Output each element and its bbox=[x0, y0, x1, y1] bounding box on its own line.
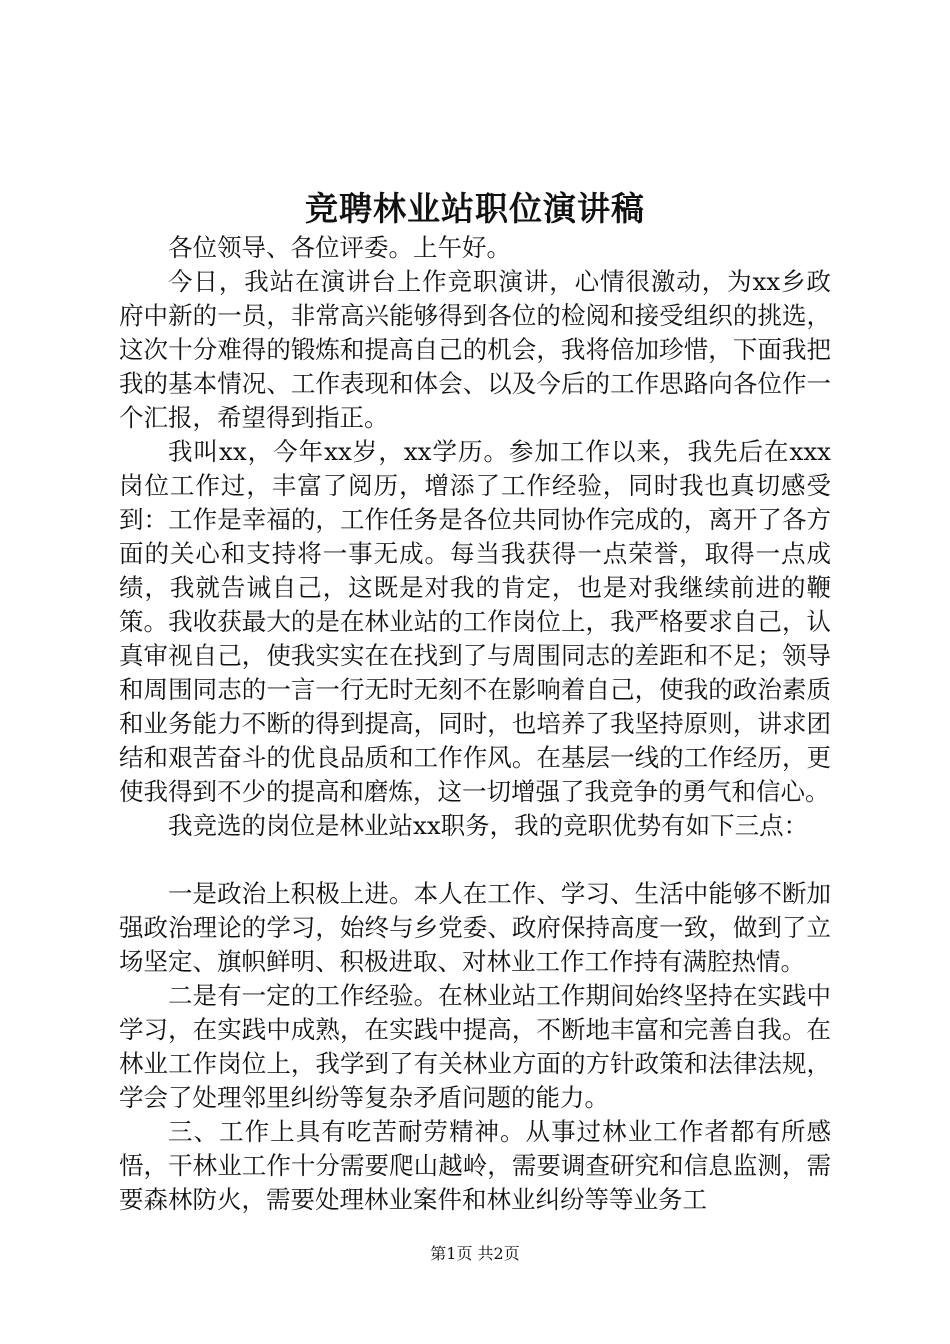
paragraph-advantages-intro: 我竞选的岗位是林业站xx职务，我的竞职优势有如下三点： bbox=[168, 811, 809, 840]
paragraph-advantage-one: 一是政治上积极上进。本人在工作、学习、生活中能够不断加强政治理论的学习，始终与乡党委、政府保持高度一致，做到了立场坚定、旗帜鲜明、积极进取、对林业工作工作持有满腔热情。 bbox=[119, 879, 831, 976]
paragraph-advantage-two: 二是有一定的工作经验。在林业站工作期间始终坚持在实践中学习，在实践中成熟，在实践中提高，不断地丰富和完善自我。在林业工作岗位上，我学到了有关林业方面的方针政策和法律法规，学会了处理邻里纠纷等复杂矛盾问题的能力。 bbox=[119, 981, 831, 1112]
paragraph-advantage-three: 三、工作上具有吃苦耐劳精神。从事过林业工作者都有所感悟，干林业工作十分需要爬山越岭，需要调查研究和信息监测，需要森林防火，需要处理林业案件和林业纠纷等等业务工 bbox=[119, 1117, 831, 1214]
document-body bbox=[119, 231, 831, 1217]
paragraph-background: 我叫xx，今年xx岁，xx学历。参加工作以来，我先后在xxx岗位工作过，丰富了阅历，增添了工作经验，同时我也真切感受到：工作是幸福的，工作任务是各位共同协作完成的，离开了各方面的关心和支持将一事无成。每当我获得一点荣誉，取得一点成绩，我就告诫自己，这既是对我的肯定，也是对我继续前进的鞭策。我收获最大的是在林业站的工作岗位上，我严格要求自己，认真审视自己，使我实实在在找到了与周围同志的差距和不足；领导和周围同志的一言一行无时无刻不在影响着自己，使我的政治素质和业务能力不断的得到提高，同时，也培养了我坚持原则，讲求团结和艰苦奋斗的优良品质和工作作风。在基层一线的工作经历，更使我得到不少的提高和磨炼，这一切增强了我竞争的勇气和信心。 bbox=[119, 437, 831, 806]
page-footer: 第1页 共2页 bbox=[430, 1244, 520, 1263]
paragraph-greeting: 各位领导、各位评委。上午好。 bbox=[168, 233, 511, 262]
document-title: 竞聘林业站职位演讲稿 bbox=[305, 189, 645, 228]
paragraph-opening: 今日，我站在演讲台上作竞职演讲，心情很激动，为xx乡政府中新的一员，非常高兴能够得到各位的检阅和接受组织的挑选，这次十分难得的锻炼和提高自己的机会，我将倍加珍惜，下面我把我的基本情况、工作表现和体会、以及今后的工作思路向各位作一个汇报，希望得到指正。 bbox=[119, 267, 831, 432]
